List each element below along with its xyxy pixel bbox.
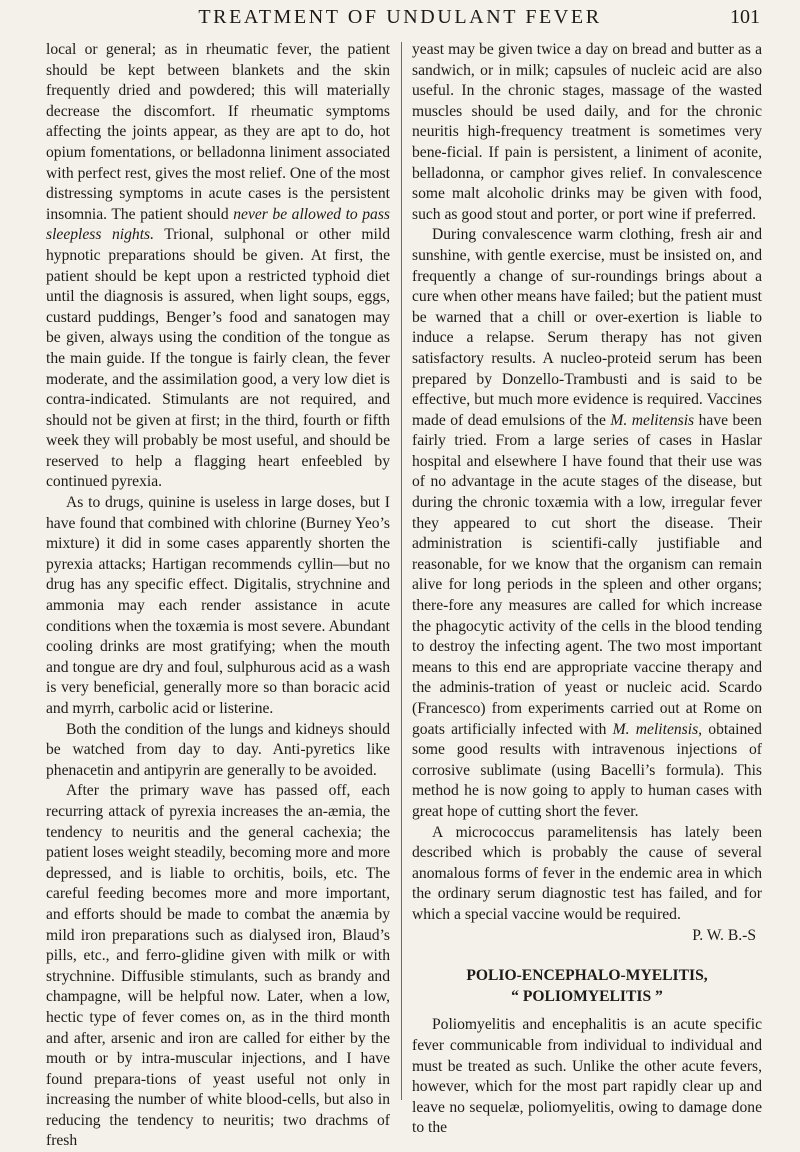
paragraph: local or general; as in rheumatic fever, the patient should be kept between blankets and the skin frequently dried and powdered; this will materially decrease the discomfort. If rheumatic symptoms affecting the joints appear, as they are apt to do, hot opium fomentations, or belladonna liniment associated with perfect rest, gives the most relief. One of the most distressing symptoms in acute cases is the persistent insomnia. The patient should never be allowed to pass sleepless nights. Trional, sulphonal or other mild hypnotic preparations should be given. At first, the patient should be kept upon a restricted typhoid diet until the diagnosis is assured, when light soups, eggs, custard puddings, Benger’s food and sanatogen may be given, always using the condition of the tongue as the main guide. If the tongue is fairly clean, the fever moderate, and the assimilation good, a very low diet is contra-indicated. Stimulants are not required, and should not be given at first; in the third, fourth or fifth week they will probably be most useful, and should be reserved to help a flagging heart enfeebled by continued pyrexia. [46,41,391,491]
emphasis: M. melitensis [610,411,695,429]
paragraph: As to drugs, quinine is useless in large doses, but I have found that combined with chlorine (Burney Yeo’s mixture) it did in some cases apparently shorten the pyrexia attacks; Hartigan recommends cyllin—but no drug has any specific effect. Digitalis, strychnine and ammonia may each render assistance in acute conditions when the toxæmia is most severe. Abundant cooling drinks are most gratifying; when the mouth and tongue are dry and foul, sulphurous acid as a wash is very beneficial, generally more so than boracic acid and myrrh, carbolic acid or listerine. [46,494,390,717]
section-heading [412,966,762,1007]
left-column [46,40,391,1150]
paragraph: Both the condition of the lungs and kidneys should be watched from day to day. Anti-pyretics like phenacetin and antipyrin are generally to be avoided. [46,720,390,779]
page-header [0,4,800,34]
page-number: 101 [730,6,760,28]
paragraph: A micrococcus paramelitensis has lately been described which is probably the cause of several anomalous forms of fever in the endemic area in which the ordinary serum diagnostic test has failed, and for which a special vaccine would be required. [412,823,762,923]
section-heading-line: POLIO-ENCEPHALO-MYELITIS, [466,967,708,985]
author-signature: P. W. B.-S [692,926,756,944]
section-heading-line: “ POLIOMYELITIS ” [511,987,663,1005]
right-column [412,40,762,1137]
running-title: TREATMENT OF UNDULANT FEVER [198,6,602,28]
column-divider [401,42,402,1100]
paragraph: During convalescence warm clothing, fresh air and sunshine, with gentle exercise, must be insisted on, and frequently a change of sur-roundings brings about a cure when other means have failed; but the patient must be warned that a chill or over-exertion is liable to induce a relapse. Serum therapy has not given satisfactory results. A nucleo-proteid serum has been prepared by Donzello-Trambusti and is said to be effective, but much more evidence is required. Vaccines made of dead emulsions of the M. melitensis have been fairly tried. From a large series of cases in Haslar hospital and elsewhere I have found that their use was of no advantage in the acute stages of the disease, but during the chronic toxæmia with a low, irregular fever they appeared to cut short the disease. Their administration is scientifi-cally justifiable and reasonable, for we know that the organism can remain alive for long periods in the spleen and other organs; there-fore any measures are called for which increase the phagocytic activity of the cells in the blood tending to destroy the infecting agent. The two most important means to this end are appropriate vaccine therapy and the adminis-tration of yeast or nucleic acid. Scardo (Francesco) from experiments carried out at Rome on goats artificially infected with M. melitensis, obtained some good results with intravenous injections of corrosive sublimate (using Bacelli’s formula). This method he is now going to apply to human cases with great hope of cutting short the fever. [412,226,762,820]
emphasis: M. melitensis, [612,720,703,738]
emphasis: never be allowed to pass sleepless nights. [46,205,390,244]
paragraph: Poliomyelitis and encephalitis is an acute specific fever communicable from individual to individual and must be treated as such. Unlike the other acute fevers, however, which for the most part rapidly clear up and leave no sequelæ, poliomyelitis, owing to damage done to the [412,1016,762,1137]
paragraph: yeast may be given twice a day on bread and butter as a sandwich, or in milk; capsules of nucleic acid are also useful. In the chronic stages, massage of the wasted muscles should be used daily, and for the chronic neuritis high-frequency treatment is sometimes very bene-ficial. If pain is persistent, a liniment of aconite, belladonna, or camphor gives relief. In convalescence some malt alcoholic drinks may be given with food, such as good stout and porter, or port wine if preferred. [412,41,762,223]
paragraph: After the primary wave has passed off, each recurring attack of pyrexia increases the an-æmia, the tendency to neuritis and the general cachexia; the patient loses weight steadily, becoming more and more depressed, and is liable to orchitis, boils, etc. The careful feeding becomes more and more important, and efforts should be made to combat the anæmia by mild iron preparations such as dialysed iron, Blaud’s pills, etc., and ferro-glidine given with milk or with strychnine. Diffusible stimulants, such as brandy and champagne, will be helpful now. Later, when a low, hectic type of fever comes on, as in the third month and after, arsenic and iron are called for either by the mouth or by intra-muscular injections, and I have found prepara-tions of yeast useful not only in increasing the number of white blood-cells, but also in reducing the tendency to neuritis; two drachms of fresh [46,782,390,1150]
